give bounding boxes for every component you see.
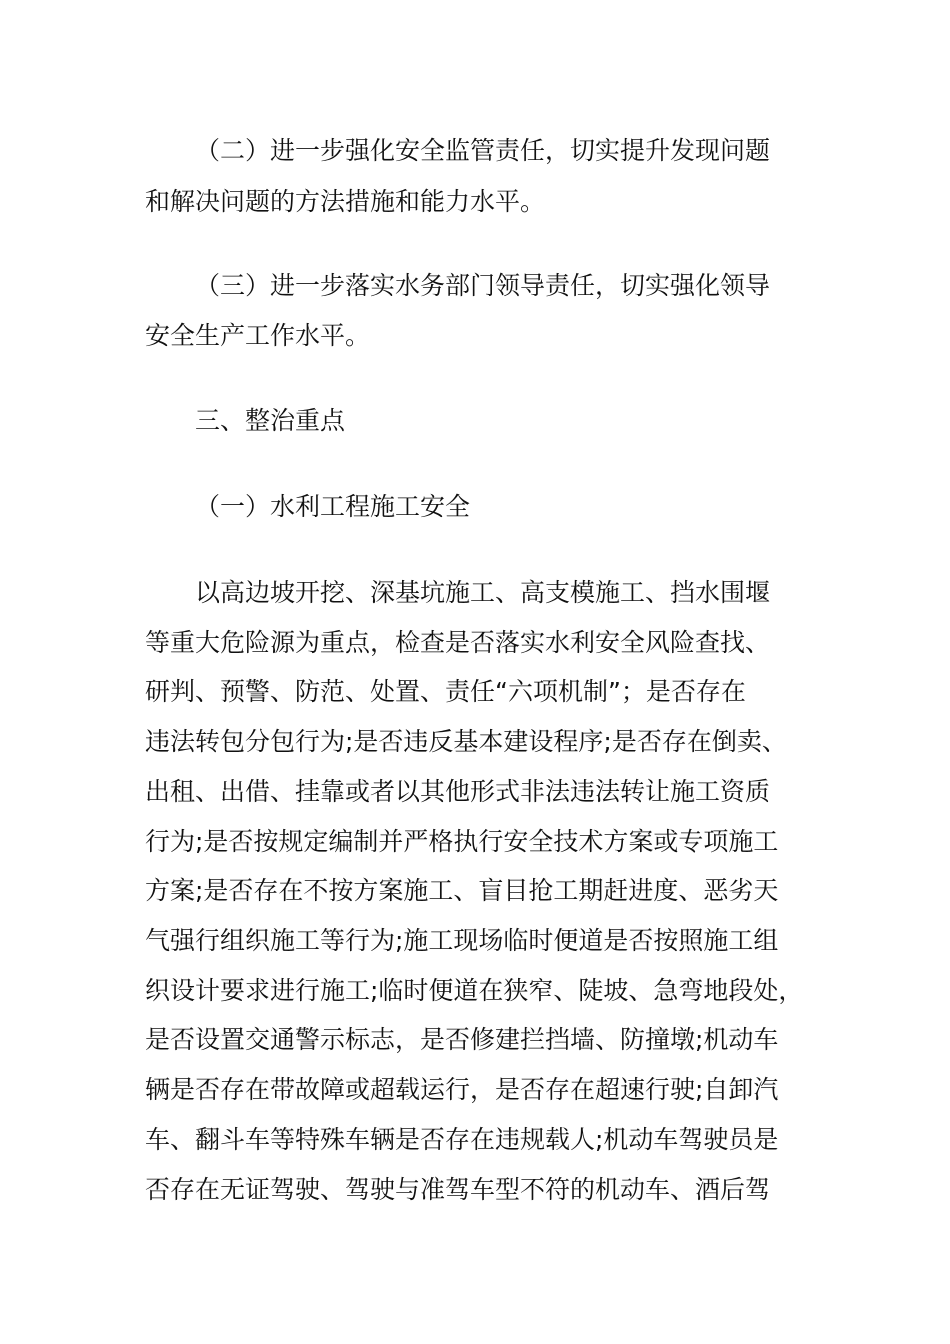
body-line: 行为;是否按规定编制并严格执行安全技术方案或专项施工 [145, 827, 779, 856]
body-line: 违法转包分包行为;是否违反基本建设程序;是否存在倒卖、 [145, 727, 787, 756]
body-line: 织设计要求进行施工;临时便道在狭窄、陡坡、急弯地段处， [145, 976, 804, 1005]
body-line: 出租、出借、挂靠或者以其他形式非法违法转让施工资质 [145, 777, 771, 806]
paragraph-3-line-1: （三）进一步落实水务部门领导责任，切实强化领导 [195, 271, 771, 300]
body-line: 是否设置交通警示标志，是否修建拦挡墙、防撞墩;机动车 [145, 1025, 779, 1054]
paragraph-3-line-2: 安全生产工作水平。 [145, 321, 371, 350]
body-line: 以高边坡开挖、深基坑施工、高支模施工、挡水围堰 [195, 578, 771, 607]
body-line: 等重大危险源为重点，检查是否落实水利安全风险查找、 [145, 628, 771, 657]
paragraph-2-line-2: 和解决问题的方法措施和能力水平。 [145, 187, 546, 216]
body-line: 车、翻斗车等特殊车辆是否存在违规载人;机动车驾驶员是 [145, 1125, 779, 1154]
paragraph-2-line-1: （二）进一步强化安全监管责任，切实提升发现问题 [195, 136, 771, 165]
body-line: 辆是否存在带故障或超载运行，是否存在超速行驶;自卸汽 [145, 1075, 779, 1104]
body-line: 气强行组织施工等行为;施工现场临时便道是否按照施工组 [145, 926, 779, 955]
body-line: 方案;是否存在不按方案施工、盲目抢工期赶进度、恶劣天 [145, 876, 779, 905]
body-line: 研判、预警、防范、处置、责任“六项机制”；是否存在 [145, 677, 746, 706]
section-heading: 三、整治重点 [195, 406, 346, 435]
subsection-heading: （一）水利工程施工安全 [195, 492, 471, 521]
body-line: 否存在无证驾驶、驾驶与准驾车型不符的机动车、酒后驾 [145, 1175, 771, 1204]
